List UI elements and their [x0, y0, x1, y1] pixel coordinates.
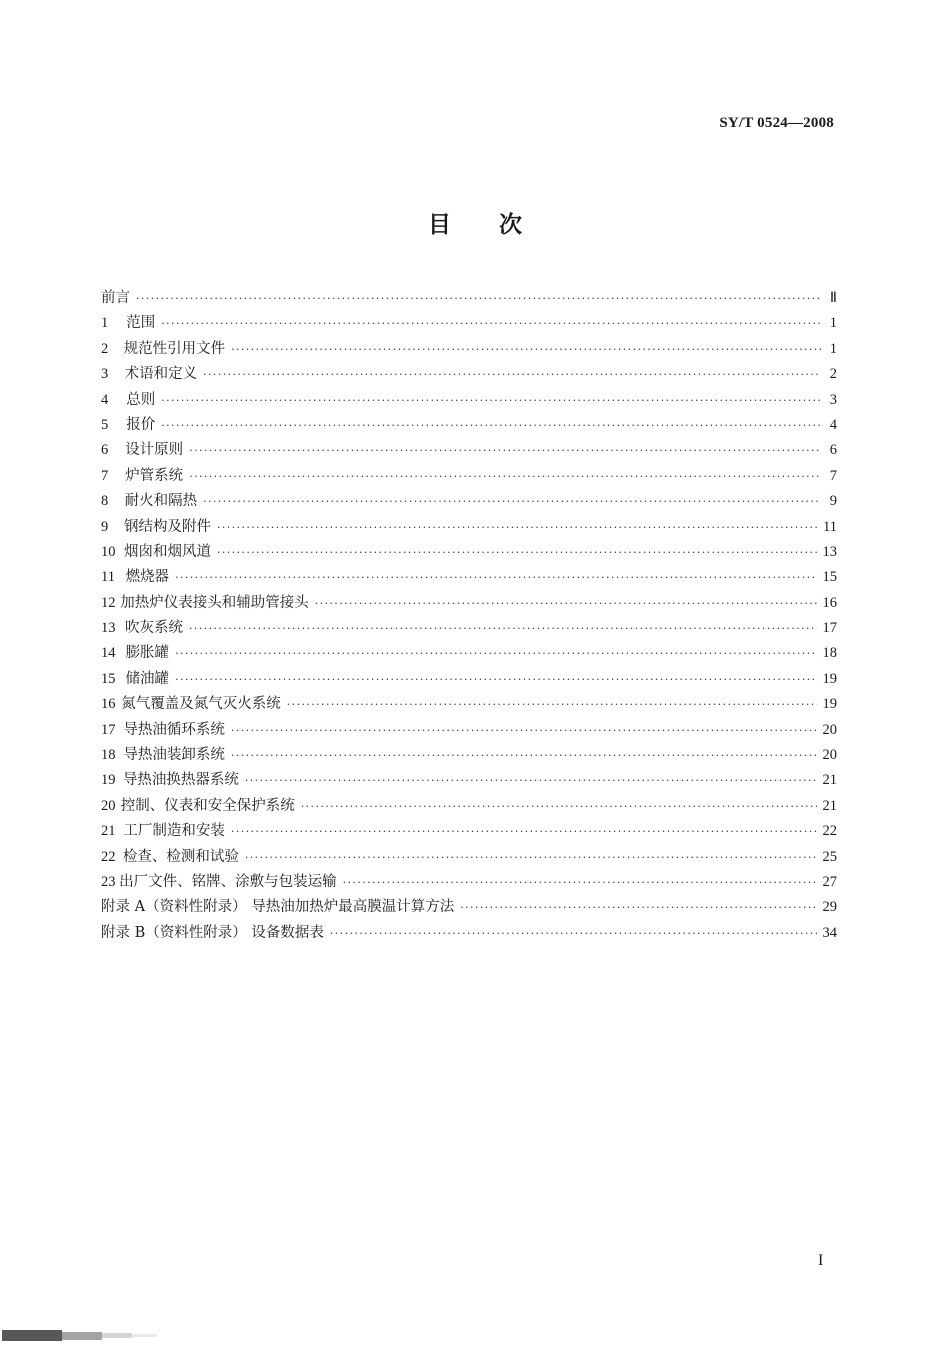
toc-entry-number: 3: [101, 366, 109, 383]
toc-entry[interactable]: [101, 819, 837, 844]
toc-entry[interactable]: [101, 286, 837, 311]
toc-entry-number: 16: [101, 696, 116, 713]
toc-entry-number: 17: [101, 721, 116, 738]
toc-leader-dots: [245, 768, 817, 793]
toc-entry[interactable]: [101, 540, 837, 565]
toc-entry[interactable]: [101, 337, 837, 362]
toc-leader-dots: [315, 591, 817, 616]
toc-entry-number: 21: [101, 823, 116, 840]
toc-entry-number: 22: [101, 848, 116, 865]
toc-leader-dots: [231, 718, 817, 743]
toc-entry[interactable]: [101, 768, 837, 793]
toc-entry[interactable]: [101, 515, 837, 540]
toc-entry[interactable]: [101, 641, 837, 666]
toc-leader-dots: [231, 743, 817, 768]
toc-leader-dots: [189, 464, 821, 489]
toc-leader-dots: [287, 692, 817, 717]
toc-entry-label: 膨胀罐: [125, 645, 170, 662]
toc-entry[interactable]: [101, 438, 837, 463]
toc-entry-number: 18: [101, 747, 116, 764]
toc-leader-dots: [189, 438, 821, 463]
toc-entry[interactable]: [101, 565, 837, 590]
toc-entry-label: 控制、仪表和安全保护系统: [120, 797, 295, 814]
toc-entry[interactable]: [101, 388, 837, 413]
toc-entry-page: 1: [829, 315, 837, 332]
toc-entry-label: 前言: [101, 290, 130, 306]
toc-entry-label: 导热油循环系统: [123, 721, 225, 738]
toc-entry-page: 13: [822, 543, 837, 560]
toc-entry-page: 1: [829, 340, 837, 357]
toc-entry-label: 术语和定义: [124, 366, 198, 383]
toc-entry-label: 储油罐: [125, 670, 170, 687]
toc-entry-label: 检查、检测和试验: [122, 848, 239, 865]
toc-entry-page: 21: [822, 772, 837, 789]
toc-entry[interactable]: [101, 362, 837, 387]
toc-entry-page: 15: [822, 569, 837, 586]
toc-entry[interactable]: [101, 413, 837, 438]
toc-entry[interactable]: [101, 794, 837, 819]
toc-entry-label: 导热油装卸系统: [123, 747, 225, 764]
toc-entry-page: 21: [822, 797, 837, 814]
toc-leader-dots: [203, 362, 821, 387]
toc-entry-page: 9: [829, 493, 837, 510]
toc-leader-dots: [189, 616, 816, 641]
toc-leader-dots: [301, 794, 817, 819]
toc-leader-dots: [175, 565, 816, 590]
page-number: I: [818, 1252, 824, 1269]
standard-code: SY/T 0524—2008: [719, 115, 834, 131]
toc-entry-page: 29: [822, 899, 837, 916]
toc-entry[interactable]: [101, 718, 837, 743]
toc-entry-number: 6: [101, 442, 109, 459]
toc-leader-dots: [161, 413, 821, 438]
toc-entry-page: 4: [829, 416, 837, 433]
toc-entry[interactable]: [101, 591, 837, 616]
toc-entry-page: 25: [822, 848, 837, 865]
toc-leader-dots: [245, 845, 817, 870]
toc-entry-page: 7: [829, 467, 837, 484]
toc-entry[interactable]: [101, 921, 837, 946]
toc-entry-number: 23: [101, 873, 116, 890]
toc-entry-number: 1: [101, 315, 109, 332]
toc-entry-page: 16: [822, 594, 837, 611]
toc-entry-label: 加热炉仪表接头和辅助管接头: [120, 594, 309, 611]
toc-entry-page: 19: [822, 696, 837, 713]
toc-entry-number: 20: [101, 797, 116, 814]
toc-entry-number: 11: [101, 569, 115, 586]
toc-entry-label: 出厂文件、铭牌、涂敷与包装运输: [119, 873, 337, 890]
toc-entry-number: 14: [101, 645, 116, 662]
toc-entry[interactable]: [101, 895, 837, 920]
toc-entry-page: 27: [822, 873, 837, 890]
toc-entry-label: 设计原则: [125, 442, 184, 459]
toc-entry-label: 钢结构及附件: [123, 518, 211, 535]
toc-entry-number: 8: [101, 493, 109, 510]
toc-entry-number: 15: [101, 670, 116, 687]
toc-entry-label: 氮气覆盖及氮气灭火系统: [121, 696, 281, 713]
toc-entry-label: 吹灰系统: [125, 620, 184, 637]
scan-artifact: [0, 1328, 180, 1344]
toc-leader-dots: [330, 921, 817, 946]
toc-entry-label: 规范性引用文件: [123, 340, 226, 357]
toc-entry-label: 总则: [126, 391, 156, 408]
toc-entry-label: 工厂制造和安装: [123, 823, 225, 840]
toc-entry-label: 烟囱和烟风道: [123, 543, 211, 560]
toc-entry-label: 导热油换热器系统: [122, 772, 239, 789]
toc-entry-page: 6: [829, 442, 837, 459]
toc-entry-page: 19: [822, 670, 837, 687]
toc-entry[interactable]: [101, 616, 837, 641]
toc-entry[interactable]: [101, 870, 837, 895]
toc-entry-label: 燃烧器: [125, 569, 170, 586]
table-of-contents: [101, 286, 837, 946]
toc-entry-page: 17: [822, 620, 837, 637]
toc-entry-number: 7: [101, 467, 109, 484]
toc-entry[interactable]: [101, 667, 837, 692]
toc-leader-dots: [136, 286, 821, 311]
toc-entry[interactable]: [101, 845, 837, 870]
toc-entry-number: 13: [101, 620, 116, 637]
toc-entry-page: 22: [822, 823, 837, 840]
toc-entry-page: 2: [829, 366, 837, 383]
toc-leader-dots: [231, 819, 817, 844]
toc-entry-number: 2: [101, 340, 109, 357]
toc-entry-page: 3: [829, 391, 837, 408]
toc-entry-page: Ⅱ: [829, 290, 837, 306]
toc-entry-number: 19: [101, 772, 116, 789]
toc-entry[interactable]: [101, 489, 837, 514]
toc-leader-dots: [161, 311, 821, 336]
toc-leader-dots: [343, 870, 817, 895]
toc-entry-page: 18: [822, 645, 837, 662]
toc-entry-page: 20: [822, 721, 837, 738]
toc-entry-number: 5: [101, 416, 109, 433]
toc-leader-dots: [217, 540, 817, 565]
toc-leader-dots: [460, 895, 816, 920]
toc-leader-dots: [231, 337, 821, 362]
toc-entry-page: 20: [822, 747, 837, 764]
page-title: 目次: [428, 212, 570, 238]
toc-entry-label: 附录 A（资料性附录） 导热油加热炉最高膜温计算方法: [101, 899, 455, 916]
toc-entry[interactable]: [101, 692, 837, 717]
toc-entry-label: 报价: [126, 416, 156, 433]
toc-entry[interactable]: [101, 311, 837, 336]
toc-entry-label: 附录 B（资料性附录） 设备数据表: [101, 924, 324, 941]
toc-entry[interactable]: [101, 464, 837, 489]
toc-entry-page: 34: [822, 924, 837, 941]
toc-entry-number: 9: [101, 518, 109, 535]
toc-entry-number: 12: [101, 594, 116, 611]
toc-leader-dots: [161, 388, 821, 413]
toc-entry-number: 4: [101, 391, 109, 408]
toc-entry-page: 11: [823, 518, 837, 535]
toc-entry-label: 炉管系统: [125, 467, 184, 484]
toc-entry-number: 10: [101, 543, 116, 560]
toc-entry-label: 耐火和隔热: [124, 493, 198, 510]
toc-leader-dots: [203, 489, 821, 514]
toc-leader-dots: [175, 667, 816, 692]
toc-entry[interactable]: [101, 743, 837, 768]
toc-leader-dots: [175, 641, 816, 666]
toc-entry-label: 范围: [126, 315, 156, 332]
toc-leader-dots: [217, 515, 817, 540]
